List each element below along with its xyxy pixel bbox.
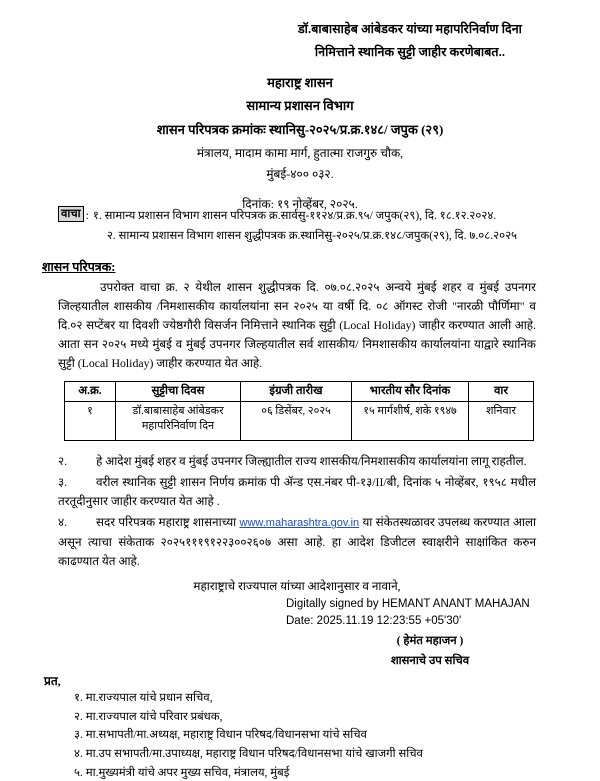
table-cell-weekday: शनिवार	[469, 402, 534, 441]
table-cell-holiday: डॉ.बाबासाहेब आंबेडकर महापरिनिर्वाण दिन	[116, 402, 241, 441]
department-name: सामान्य प्रशासन विभाग	[246, 97, 354, 113]
reference-label: वाचा	[58, 206, 84, 222]
body-title	[42, 258, 115, 275]
table-header-cell: वार	[469, 382, 534, 402]
digital-signature-block	[286, 596, 586, 629]
table-body	[65, 402, 534, 441]
holiday-table	[64, 381, 534, 441]
subject-line-2: निमित्ताने स्थानिक सुट्टी जाहीर करणेबाबत..	[314, 45, 506, 60]
point-item	[58, 513, 536, 571]
subject-line-1: डॉ.बाबासाहेब आंबेडकर यांच्या महापरिनिर्वाण दिना	[297, 22, 523, 36]
document-date: दिनांक: १९ नोव्हेंबर, २०२५.	[242, 197, 358, 212]
signatory-name: ( हेमंत महाजन )	[396, 635, 464, 647]
distribution-list	[74, 689, 544, 781]
address-line-1: मंत्रालय, मादाम कामा मार्ग, हुतात्मा राजगुरु चौक,	[196, 146, 404, 161]
table-cell-indian-date: १५ मार्गशीर्ष, शके १९४७	[352, 402, 469, 441]
distribution-item: ५. मा.मुख्यमंत्री यांचे अपर मुख्य सचिव, मंत्रालय, मुंबई	[74, 766, 290, 779]
reference-row	[58, 206, 542, 246]
point-text: वरील स्थानिक सुट्टी शासन निर्णय क्रमांक पी ॲन्ड एस.नंबर पी-१३/II/बी, दिनांक ५ नोव्हेंबर, १९५८ मधील तरतूदीनुसार जाहीर करण्यात येत आहे .	[58, 475, 536, 509]
signatory-designation: शासनाचे उप सचिव	[390, 654, 470, 667]
table-cell-sr: १	[65, 402, 116, 441]
document-subject	[250, 18, 570, 64]
reference-items	[93, 206, 542, 246]
government-name: महाराष्ट्र शासन	[267, 75, 333, 90]
table-header-row	[65, 382, 534, 402]
distribution-label: प्रत,	[44, 674, 61, 688]
table-header-cell: सुट्टीचा दिवस	[116, 382, 241, 402]
reference-item: २. सामान्य प्रशासन विभाग शासन शुद्धीपत्रक क्र.स्थानिसु-२०२५/प्र.क्र.१४८/जपुक(२९), दि. ७.०८.२०२५	[106, 230, 518, 243]
reference-colon: :	[85, 210, 89, 222]
maharashtra-gov-link[interactable]: www.maharashtra.gov.in	[239, 517, 360, 530]
point-number: २.	[58, 454, 68, 468]
point-text: हे आदेश मुंबई शहर व मुंबई उपनगर जिल्ह्यातील राज्य शासकीय/निमशासकीय कार्यालयांना लागू राहतील.	[96, 454, 527, 468]
signature-date: Date: 2025.11.19 12:23:55 +05'30'	[286, 614, 462, 627]
point-item	[58, 473, 536, 511]
table-header-cell: भारतीय सौर दिनांक	[352, 382, 469, 402]
address-line-2: मुंबई-४०० ०३२.	[266, 167, 334, 182]
table-head	[65, 382, 534, 402]
distribution-item: १. मा.राज्यपाल यांचे प्रधान सचिव,	[74, 692, 213, 704]
table-header-cell: अ.क्र.	[65, 382, 116, 402]
body-title-text: शासन परिपत्रक:	[42, 260, 116, 274]
point-text-after-link: या संकेतस्थळावर उपलब्ध करण्यात आला असून त्याचा संकेताक २०२५१११९१२२३००२६०७ असा आहे. हा आदेश डिजीटल स्वाक्षरीने साक्षांकित करुन काढण्यात येत आहे.	[58, 515, 536, 569]
body-paragraph-block	[58, 278, 536, 374]
table-header-cell: इंग्रजी तारीख	[241, 382, 352, 402]
table-row	[65, 402, 534, 441]
table-cell-english-date: ०६ डिसेंबर, २०२५	[241, 402, 352, 441]
distribution-item: ३. मा.सभापती/मा.अध्यक्ष, महाराष्ट्र विधान परिषद/विधानसभा यांचे सचिव	[74, 729, 367, 742]
signatory-block	[300, 632, 560, 671]
government-header	[40, 72, 560, 215]
order-by-line: महाराष्ट्राचे राज्यपाल यांच्या आदेशानुसार व नावाने,	[193, 579, 401, 593]
reference-block	[58, 206, 542, 246]
distribution-item: ४. मा.उप सभापती/मा.उपाध्यक्ष, महाराष्ट्र विधान परिषद/विधानसभा यांचे खाजगी सचिव	[74, 747, 423, 760]
point-text-before-link: सदर परिपत्रक महाराष्ट्र शासनाच्या	[96, 515, 240, 530]
circular-number: शासन परिपत्रक क्रमांकः स्थानिसु-२०२५/प्र.क्र.१४८/ जपुक (२९)	[156, 121, 444, 137]
distribution-item: २. मा.राज्यपाल यांचे परिवार प्रबंधक,	[74, 710, 223, 723]
point-item	[58, 452, 536, 471]
signature-signed-by: Digitally signed by HEMANT ANANT MAHAJAN	[286, 598, 530, 610]
body-paragraph: उपरोक्त वाचा क्र. २ येथील शासन शुद्धीपत्रक दि. ०७.०८.२०२५ अन्वये मुंबई शहर व मुंबई उपनगर जिल्हयातील शासकीय /निमशासकीय कार्यालयांना सन २०२५ या वर्षी दि. ०८ ऑगस्ट रोजी "नारळी पौर्णिमा" व दि.०२ सप्टेंबर या दिवशी ज्येष्ठगौरी विसर्जन निमित्ताने स्थानिक सुट्टी (Local Holiday) जाहीर करण्यात आली आहे. आता सन २०२५ मध्ये मुंबई व मुंबई उपनगर जिल्हयातील सर्व शासकीय/ निमशासकीय कार्यालयांना याद्वारे स्थानिक सुट्टी (Local Holiday) जाहीर करण्यात येत आहे.	[58, 280, 536, 371]
reference-item: १. सामान्य प्रशासन विभाग शासन परिपत्रक क्र.सार्वसु-११२४/प्र.क्र.९५/ जपुक(२९), दि. १८.१२.२०२४.	[92, 210, 497, 222]
point-number: ४.	[58, 515, 68, 530]
numbered-points	[58, 452, 536, 573]
point-number: ३.	[58, 475, 68, 490]
